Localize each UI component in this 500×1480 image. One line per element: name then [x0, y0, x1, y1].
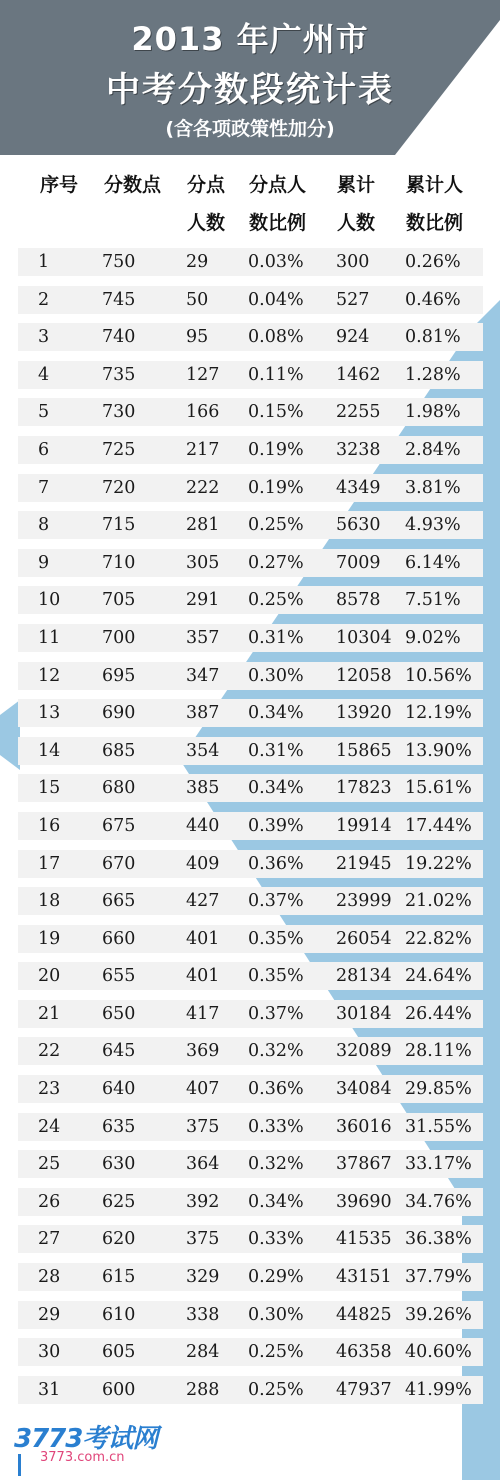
cell-cumulative-ratio: 19.22%	[405, 853, 472, 874]
cell-score: 600	[102, 1379, 136, 1400]
watermark-bar	[18, 1454, 21, 1476]
cell-score: 660	[102, 928, 136, 949]
cell-ratio: 0.36%	[248, 1079, 304, 1100]
cell-ratio: 0.39%	[248, 815, 304, 836]
cell-index: 24	[38, 1116, 61, 1137]
cell-ratio: 0.37%	[248, 1003, 304, 1024]
cell-count: 357	[186, 627, 220, 648]
cell-score: 650	[102, 1003, 136, 1024]
cell-score: 620	[102, 1229, 136, 1250]
cell-cumulative-count: 36016	[336, 1116, 392, 1137]
cell-index: 8	[38, 515, 50, 536]
cell-ratio: 0.04%	[248, 289, 304, 310]
cell-ratio: 0.25%	[248, 1379, 304, 1400]
cell-cumulative-ratio: 9.02%	[405, 627, 461, 648]
cell-count: 222	[186, 477, 220, 498]
cell-cumulative-ratio: 31.55%	[405, 1116, 472, 1137]
table-row	[18, 286, 483, 314]
cell-index: 20	[38, 966, 61, 987]
table-row	[18, 662, 483, 690]
cell-cumulative-ratio: 0.81%	[405, 327, 461, 348]
cell-ratio: 0.11%	[248, 364, 304, 385]
cell-cumulative-count: 13920	[336, 703, 392, 724]
table-row	[18, 624, 483, 652]
cell-ratio: 0.25%	[248, 590, 304, 611]
cell-count: 369	[186, 1041, 220, 1062]
table-row	[18, 248, 483, 276]
decorative-left-arrow	[0, 700, 20, 770]
cell-score: 725	[102, 439, 136, 460]
cell-cumulative-ratio: 28.11%	[405, 1041, 472, 1062]
cell-score: 630	[102, 1154, 136, 1175]
cell-cumulative-count: 30184	[336, 1003, 392, 1024]
column-header-index: 序号	[40, 174, 79, 196]
table-row	[18, 887, 483, 915]
cell-cumulative-count: 1462	[336, 364, 381, 385]
cell-cumulative-ratio: 33.17%	[405, 1154, 472, 1175]
cell-index: 12	[38, 665, 61, 686]
cell-cumulative-ratio: 24.64%	[405, 966, 472, 987]
cell-cumulative-ratio: 29.85%	[405, 1079, 472, 1100]
cell-cumulative-count: 44825	[336, 1304, 392, 1325]
cell-cumulative-count: 43151	[336, 1267, 392, 1288]
header	[0, 0, 500, 155]
cell-cumulative-count: 34084	[336, 1079, 392, 1100]
cell-ratio: 0.19%	[248, 439, 304, 460]
cell-ratio: 0.35%	[248, 966, 304, 987]
cell-score: 685	[102, 740, 136, 761]
cell-cumulative-ratio: 3.81%	[405, 477, 461, 498]
cell-index: 13	[38, 703, 61, 724]
cell-ratio: 0.25%	[248, 515, 304, 536]
cell-cumulative-count: 17823	[336, 778, 392, 799]
table-row	[18, 549, 483, 577]
cell-index: 16	[38, 815, 61, 836]
cell-index: 2	[38, 289, 50, 310]
cell-count: 284	[186, 1342, 220, 1363]
cell-index: 17	[38, 853, 61, 874]
table-row	[18, 1113, 483, 1141]
cell-cumulative-count: 41535	[336, 1229, 392, 1250]
cell-cumulative-count: 924	[336, 327, 370, 348]
cell-index: 22	[38, 1041, 61, 1062]
cell-count: 440	[186, 815, 220, 836]
cell-cumulative-ratio: 40.60%	[405, 1342, 472, 1363]
cell-cumulative-count: 10304	[336, 627, 392, 648]
cell-ratio: 0.31%	[248, 627, 304, 648]
cell-score: 670	[102, 853, 136, 874]
cell-score: 750	[102, 252, 136, 272]
cell-cumulative-ratio: 13.90%	[405, 740, 472, 761]
cell-score: 710	[102, 552, 136, 573]
cell-cumulative-ratio: 0.46%	[405, 289, 461, 310]
cell-index: 9	[38, 552, 50, 573]
cell-cumulative-count: 527	[336, 289, 370, 310]
table-row	[18, 1301, 483, 1329]
cell-count: 127	[186, 364, 220, 385]
cell-ratio: 0.32%	[248, 1041, 304, 1062]
cell-index: 31	[38, 1379, 61, 1400]
cell-index: 27	[38, 1229, 61, 1250]
cell-cumulative-count: 28134	[336, 966, 392, 987]
cell-cumulative-count: 2255	[336, 402, 381, 423]
cell-cumulative-ratio: 10.56%	[405, 665, 472, 686]
cell-ratio: 0.36%	[248, 853, 304, 874]
table-row	[18, 699, 483, 727]
cell-ratio: 0.08%	[248, 327, 304, 348]
cell-count: 387	[186, 703, 220, 724]
column-header-cumulative-count: 累计 人数	[337, 174, 376, 234]
cell-index: 1	[38, 252, 50, 272]
table-row	[18, 850, 483, 878]
table-row	[18, 1000, 483, 1028]
cell-count: 347	[186, 665, 220, 686]
cell-index: 14	[38, 740, 61, 761]
table-row	[18, 1225, 483, 1253]
cell-ratio: 0.34%	[248, 1191, 304, 1212]
column-header-count: 分点 人数	[187, 174, 226, 234]
cell-count: 407	[186, 1079, 220, 1100]
cell-score: 680	[102, 778, 136, 799]
cell-count: 401	[186, 966, 220, 987]
cell-index: 29	[38, 1304, 61, 1325]
cell-index: 7	[38, 477, 50, 498]
cell-cumulative-ratio: 17.44%	[405, 815, 472, 836]
cell-ratio: 0.31%	[248, 740, 304, 761]
cell-index: 4	[38, 364, 50, 385]
cell-cumulative-count: 21945	[336, 853, 392, 874]
cell-score: 740	[102, 327, 136, 348]
cell-ratio: 0.34%	[248, 778, 304, 799]
cell-count: 409	[186, 853, 220, 874]
cell-cumulative-count: 300	[336, 252, 370, 272]
cell-count: 354	[186, 740, 220, 761]
table-row	[18, 586, 483, 614]
cell-count: 281	[186, 515, 220, 536]
table-row	[18, 925, 483, 953]
cell-count: 392	[186, 1191, 220, 1212]
cell-ratio: 0.15%	[248, 402, 304, 423]
cell-cumulative-count: 32089	[336, 1041, 392, 1062]
cell-ratio: 0.33%	[248, 1116, 304, 1137]
cell-index: 5	[38, 402, 50, 423]
cell-cumulative-ratio: 36.38%	[405, 1229, 472, 1250]
cell-cumulative-ratio: 22.82%	[405, 928, 472, 949]
cell-score: 735	[102, 364, 136, 385]
cell-score: 705	[102, 590, 136, 611]
cell-cumulative-count: 3238	[336, 439, 381, 460]
cell-score: 695	[102, 665, 136, 686]
table-row	[18, 1150, 483, 1178]
cell-cumulative-count: 19914	[336, 815, 392, 836]
cell-ratio: 0.33%	[248, 1229, 304, 1250]
table-row	[18, 737, 483, 765]
table-row	[18, 1376, 483, 1404]
table-row	[18, 1075, 483, 1103]
cell-cumulative-ratio: 41.99%	[405, 1379, 472, 1400]
cell-ratio: 0.03%	[248, 252, 304, 272]
cell-count: 364	[186, 1154, 220, 1175]
cell-ratio: 0.30%	[248, 1304, 304, 1325]
column-header-ratio: 分点人 数比例	[249, 174, 307, 234]
cell-score: 690	[102, 703, 136, 724]
score-table-body	[18, 248, 483, 1413]
cell-score: 700	[102, 627, 136, 648]
cell-cumulative-ratio: 26.44%	[405, 1003, 472, 1024]
page-subtitle: (含各项政策性加分)	[165, 118, 335, 140]
cell-cumulative-count: 23999	[336, 891, 392, 912]
cell-cumulative-ratio: 4.93%	[405, 515, 461, 536]
cell-score: 745	[102, 289, 136, 310]
column-header-score: 分数点	[104, 174, 162, 196]
cell-score: 655	[102, 966, 136, 987]
page-title-line1: 2013 年广州市	[131, 20, 369, 58]
cell-score: 715	[102, 515, 136, 536]
table-row	[18, 1263, 483, 1291]
table-row	[18, 1338, 483, 1366]
table-row	[18, 1037, 483, 1065]
cell-index: 30	[38, 1342, 61, 1363]
cell-index: 26	[38, 1191, 61, 1212]
cell-score: 730	[102, 402, 136, 423]
cell-count: 375	[186, 1229, 220, 1250]
cell-score: 605	[102, 1342, 136, 1363]
cell-index: 6	[38, 439, 50, 460]
cell-count: 401	[186, 928, 220, 949]
table-row	[18, 962, 483, 990]
cell-cumulative-count: 39690	[336, 1191, 392, 1212]
cell-count: 385	[186, 778, 220, 799]
cell-score: 645	[102, 1041, 136, 1062]
cell-count: 417	[186, 1003, 220, 1024]
cell-ratio: 0.27%	[248, 552, 304, 573]
cell-cumulative-count: 12058	[336, 665, 392, 686]
table-row	[18, 474, 483, 502]
table-row	[18, 398, 483, 426]
table-row	[18, 361, 483, 389]
cell-cumulative-ratio: 1.98%	[405, 402, 461, 423]
cell-score: 615	[102, 1267, 136, 1288]
cell-score: 610	[102, 1304, 136, 1325]
watermark-url: 3773.com.cn	[40, 1450, 125, 1465]
cell-ratio: 0.30%	[248, 665, 304, 686]
table-row	[18, 511, 483, 539]
cell-count: 291	[186, 590, 220, 611]
cell-ratio: 0.32%	[248, 1154, 304, 1175]
table-row	[18, 1188, 483, 1216]
cell-cumulative-ratio: 21.02%	[405, 891, 472, 912]
cell-count: 29	[186, 252, 209, 272]
cell-cumulative-count: 7009	[336, 552, 381, 573]
cell-count: 95	[186, 327, 209, 348]
cell-index: 15	[38, 778, 61, 799]
page-title-line2: 中考分数段统计表	[106, 70, 394, 110]
cell-score: 625	[102, 1191, 136, 1212]
cell-ratio: 0.25%	[248, 1342, 304, 1363]
site-watermark	[14, 1418, 194, 1478]
cell-index: 25	[38, 1154, 61, 1175]
cell-score: 665	[102, 891, 136, 912]
table-row	[18, 436, 483, 464]
cell-cumulative-count: 47937	[336, 1379, 392, 1400]
cell-cumulative-count: 37867	[336, 1154, 392, 1175]
cell-score: 635	[102, 1116, 136, 1137]
cell-cumulative-ratio: 6.14%	[405, 552, 461, 573]
cell-count: 329	[186, 1267, 220, 1288]
cell-index: 19	[38, 928, 61, 949]
column-header-cumulative-ratio: 累计人 数比例	[406, 174, 464, 234]
cell-ratio: 0.34%	[248, 703, 304, 724]
cell-count: 166	[186, 402, 220, 423]
cell-score: 675	[102, 815, 136, 836]
cell-index: 11	[38, 627, 61, 648]
cell-cumulative-ratio: 37.79%	[405, 1267, 472, 1288]
cell-index: 21	[38, 1003, 61, 1024]
cell-index: 10	[38, 590, 61, 611]
cell-cumulative-count: 4349	[336, 477, 381, 498]
cell-count: 305	[186, 552, 220, 573]
cell-cumulative-count: 8578	[336, 590, 381, 611]
table-row	[18, 323, 483, 351]
cell-count: 217	[186, 439, 220, 460]
cell-count: 375	[186, 1116, 220, 1137]
cell-cumulative-count: 26054	[336, 928, 392, 949]
cell-cumulative-ratio: 12.19%	[405, 703, 472, 724]
cell-index: 23	[38, 1079, 61, 1100]
cell-cumulative-count: 15865	[336, 740, 392, 761]
cell-count: 427	[186, 891, 220, 912]
cell-cumulative-ratio: 34.76%	[405, 1191, 472, 1212]
cell-ratio: 0.19%	[248, 477, 304, 498]
cell-cumulative-ratio: 2.84%	[405, 439, 461, 460]
table-row	[18, 774, 483, 802]
cell-count: 50	[186, 289, 209, 310]
cell-cumulative-ratio: 0.26%	[405, 252, 461, 272]
watermark-logo: 3773考试网	[14, 1424, 158, 1454]
cell-index: 3	[38, 327, 50, 348]
cell-score: 720	[102, 477, 136, 498]
cell-ratio: 0.37%	[248, 891, 304, 912]
cell-index: 18	[38, 891, 61, 912]
cell-cumulative-ratio: 15.61%	[405, 778, 472, 799]
cell-cumulative-count: 46358	[336, 1342, 392, 1363]
cell-count: 338	[186, 1304, 220, 1325]
cell-ratio: 0.35%	[248, 928, 304, 949]
cell-index: 28	[38, 1267, 61, 1288]
cell-cumulative-ratio: 39.26%	[405, 1304, 472, 1325]
cell-cumulative-count: 5630	[336, 515, 381, 536]
cell-ratio: 0.29%	[248, 1267, 304, 1288]
cell-count: 288	[186, 1379, 220, 1400]
table-row	[18, 812, 483, 840]
cell-cumulative-ratio: 1.28%	[405, 364, 461, 385]
cell-cumulative-ratio: 7.51%	[405, 590, 461, 611]
cell-score: 640	[102, 1079, 136, 1100]
